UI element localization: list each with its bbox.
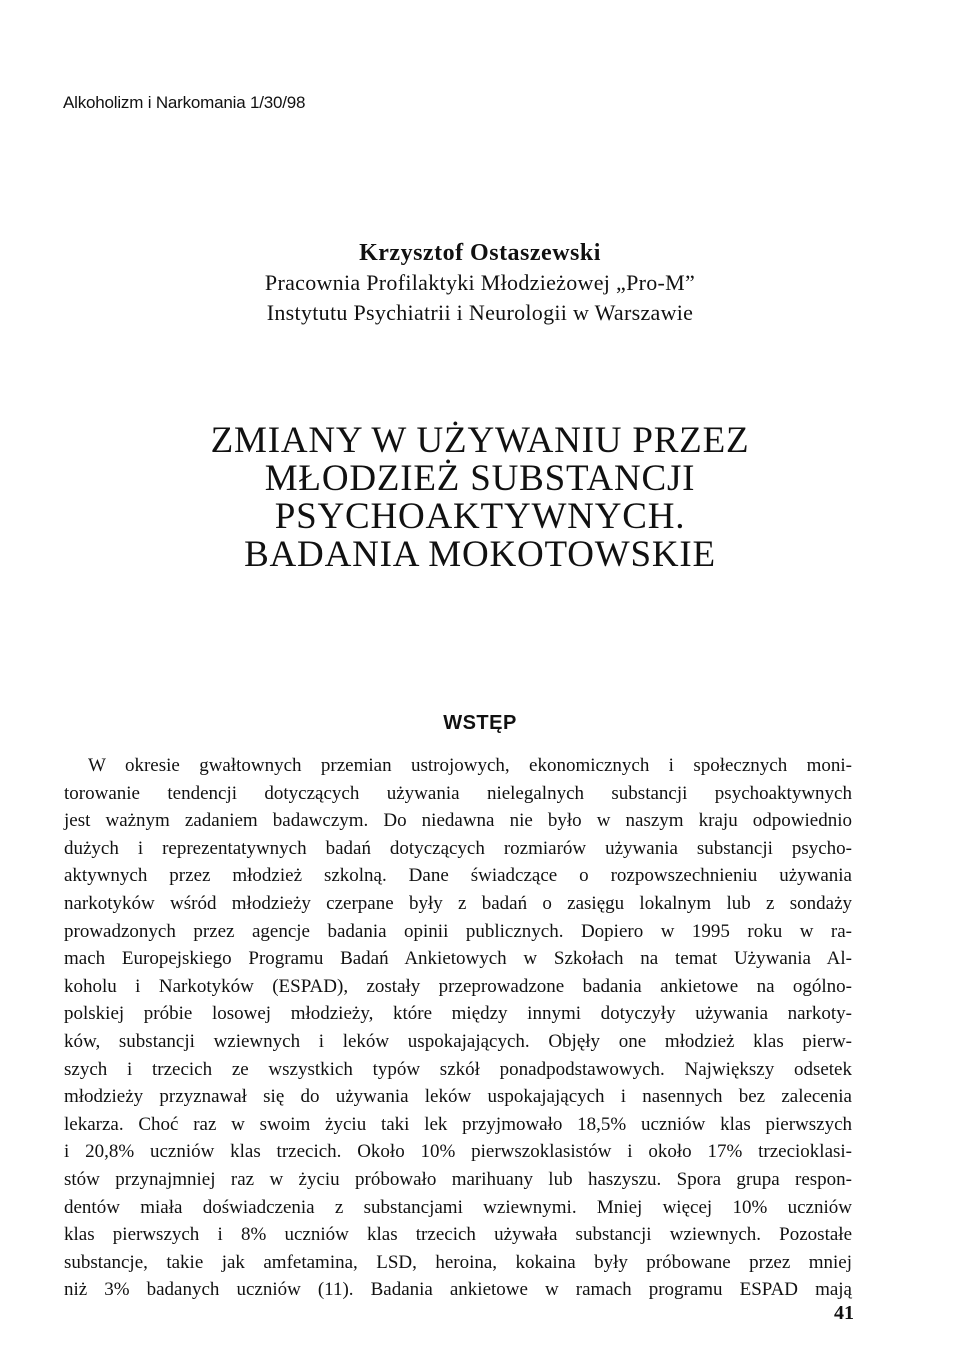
body-line: polskiej próbie losowej młodzieży, które między innymi dotyczyły używania narkoty- <box>64 1003 852 1025</box>
body-line: niż 3% badanych uczniów (11). Badania ankietowe w ramach programu ESPAD mają <box>64 1279 852 1301</box>
body-line: i 20,8% uczniów klas trzecich. Około 10% pierwszoklasistów i około 17% trzecioklasi- <box>64 1141 852 1163</box>
body-line: klas pierwszych i 8% uczniów klas trzecich używała substancji wziewnych. Pozostałe <box>64 1224 852 1246</box>
author-name: Krzysztof Ostaszewski <box>359 240 601 266</box>
section-heading: WSTĘP <box>443 712 517 734</box>
title-line-3: PSYCHOAKTYWNYCH. <box>274 496 686 537</box>
affiliation-line-1: Pracownia Profilaktyki Młodzieżowej „Pro-M” <box>264 270 696 295</box>
body-line: młodzieży przyznawał się do używania leków uspokajających i nasennych bez zalecenia <box>64 1086 852 1108</box>
body-line: aktywnych przez młodzież szkolną. Dane świadczące o rozpowszechnieniu używania <box>64 865 852 887</box>
affiliation-line-2: Instytutu Psychiatrii i Neurologii w Warszawie <box>266 300 694 325</box>
title-line-1: ZMIANY W UŻYWANIU PRZEZ <box>210 420 750 461</box>
body-text <box>64 752 852 1304</box>
page-number: 41 <box>834 1302 854 1324</box>
body-line: substancje, takie jak amfetamina, LSD, heroina, kokaina były próbowane przez mniej <box>64 1251 852 1273</box>
body-line: dentów miała doświadczenia z substancjami wziewnymi. Mniej więcej 10% uczniów <box>64 1196 852 1218</box>
body-line: szych i trzecich ze wszystkich typów szkół ponadpodstawowych. Największy odsetek <box>64 1058 852 1080</box>
body-line: W okresie gwałtownych przemian ustrojowych, ekonomicznych i społecznych moni- <box>88 755 852 776</box>
article-title <box>0 422 960 574</box>
body-line: prowadzonych przez agencje badania opinii publicznych. Dopiero w 1995 roku w ra- <box>64 920 852 942</box>
body-line: mach Europejskiego Programu Badań Ankietowych w Szkołach na temat Używania Al- <box>64 948 852 970</box>
body-line: stów przynajmniej raz w życiu próbowało marihuany lub haszyszu. Spora grupa respon- <box>64 1168 852 1190</box>
running-header: Alkoholizm i Narkomania 1/30/98 <box>63 93 306 112</box>
body-line: dużych i reprezentatywnych badań dotyczących rozmiarów używania substancji psycho- <box>64 837 852 859</box>
body-line: torowanie tendencji dotyczących używania nielegalnych substancji psychoaktywnych <box>64 782 852 804</box>
body-line: koholu i Narkotyków (ESPAD), zostały przeprowadzone badania ankietowe na ogólno- <box>64 975 852 997</box>
body-line: lekarza. Choć raz w swoim życiu taki lek przyjmowało 18,5% uczniów klas pierwszych <box>64 1113 852 1135</box>
body-line: ków, substancji wziewnych i leków uspokajających. Objęły one młodzież klas pierw- <box>64 1030 852 1052</box>
body-line: jest ważnym zadaniem badawczym. Do niedawna nie było w naszym kraju odpowiednio <box>64 810 852 832</box>
title-line-4: BADANIA MOKOTOWSKIE <box>244 534 716 575</box>
body-line: narkotyków wśród młodzieży czerpane były z badań o zasięgu lokalnym lub z sondaży <box>64 892 852 914</box>
author-block <box>0 238 960 328</box>
title-line-2: MŁODZIEŻ SUBSTANCJI <box>264 458 696 499</box>
